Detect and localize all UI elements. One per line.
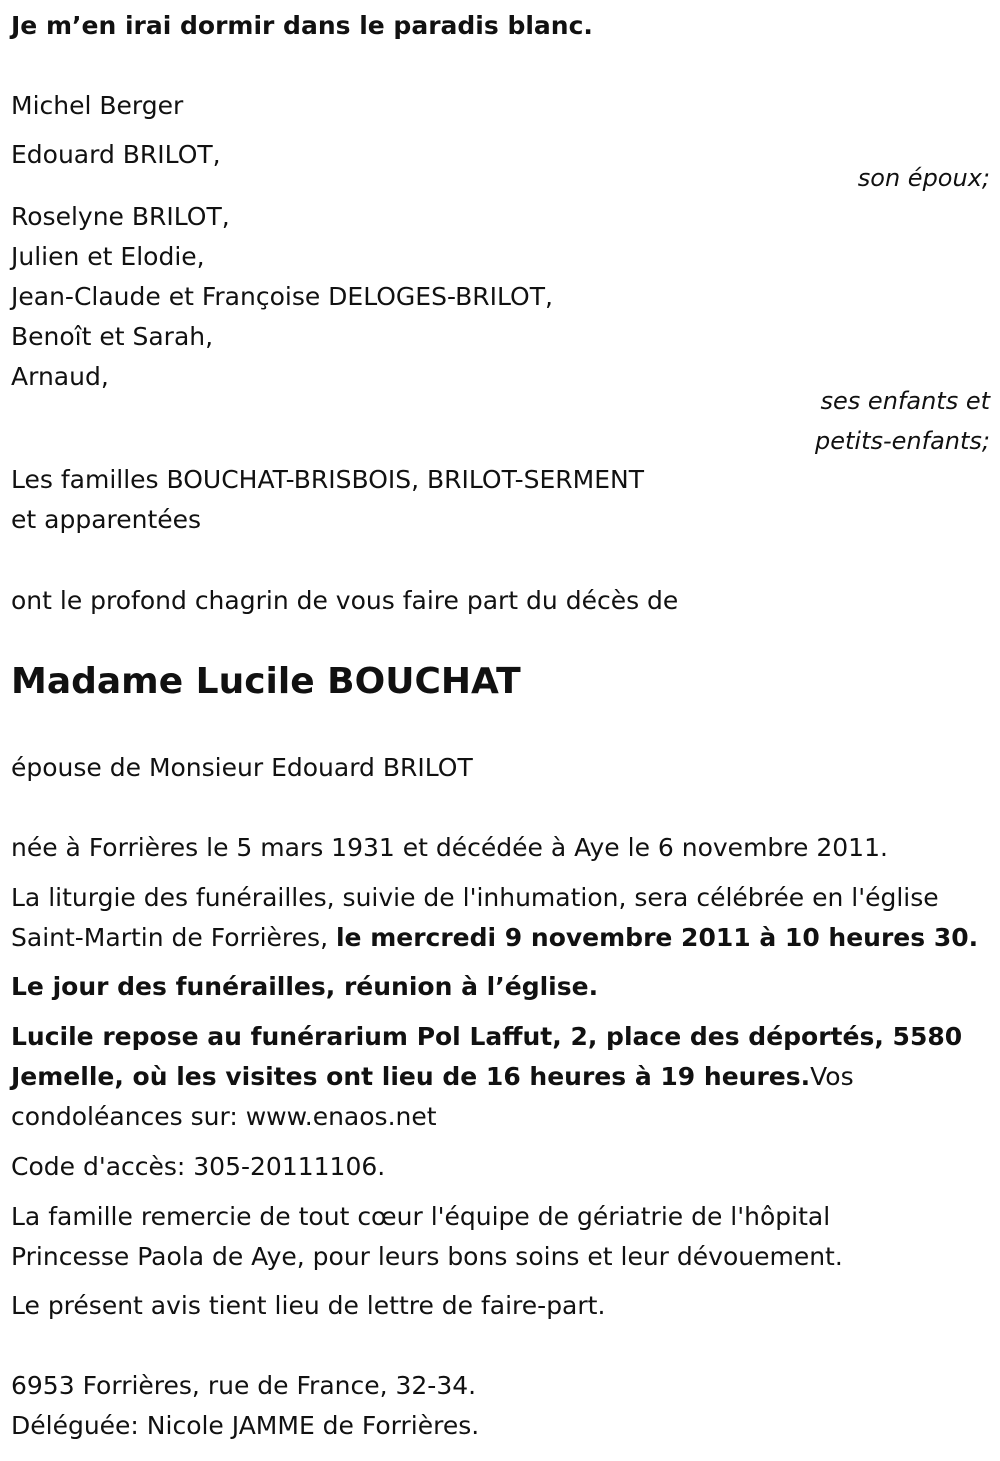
spouse-role: son époux; (857, 164, 990, 192)
thanks-line: Princesse Paola de Aye, pour leurs bons soins et leur dévouement. (11, 1242, 843, 1271)
delegate-line: Déléguée: Nicole JAMME de Forrières. (11, 1411, 480, 1440)
birth-death: née à Forrières le 5 mars 1931 et décédée à Aye le 6 novembre 2011. (11, 833, 888, 862)
child-line: Jean-Claude et Françoise DELOGES-BRILOT, (11, 282, 553, 311)
families-line: Les familles BOUCHAT-BRISBOIS, BRILOT-SERMENT (11, 465, 644, 494)
condolences-line: condoléances sur: www.enaos.net (11, 1102, 437, 1131)
children-role: petits-enfants; (815, 427, 990, 455)
child-line: Arnaud, (11, 362, 109, 391)
thanks-line: La famille remercie de tout cœur l'équipe de gériatrie de l'hôpital (11, 1202, 831, 1231)
liturgy-place: Saint-Martin de Forrières, (11, 923, 336, 952)
funerarium-line: Lucile repose au funérarium Pol Laffut, 2, place des déportés, 5580 (11, 1022, 963, 1051)
notice-line: Le présent avis tient lieu de lettre de faire-part. (11, 1291, 606, 1320)
visiting-hours: Jemelle, où les visites ont lieu de 16 heures à 19 heures. (11, 1062, 811, 1091)
spouse-name: Edouard BRILOT, (11, 140, 221, 169)
funerarium-line (11, 1061, 854, 1093)
epigraph: Je m’en irai dormir dans le paradis blanc. (11, 11, 593, 40)
child-line: Julien et Elodie, (11, 242, 205, 271)
access-code: Code d'accès: 305-20111106. (11, 1152, 386, 1181)
announcement: ont le profond chagrin de vous faire part du décès de (11, 586, 679, 615)
liturgy-date: le mercredi 9 novembre 2011 à 10 heures 30. (335, 923, 979, 952)
epigraph-author: Michel Berger (11, 91, 184, 120)
families-line: et apparentées (11, 505, 202, 534)
meeting-info: Le jour des funérailles, réunion à l’église. (11, 972, 599, 1001)
spouse-line: épouse de Monsieur Edouard BRILOT (11, 753, 473, 782)
address-line: 6953 Forrières, rue de France, 32-34. (11, 1371, 477, 1400)
liturgy-line: La liturgie des funérailles, suivie de l'inhumation, sera célébrée en l'église (11, 883, 939, 912)
condolences-lead: Vos (810, 1062, 854, 1091)
liturgy-line (11, 922, 978, 954)
child-line: Roselyne BRILOT, (11, 202, 230, 231)
deceased-name: Madame Lucile BOUCHAT (11, 661, 521, 702)
child-line: Benoît et Sarah, (11, 322, 214, 351)
children-role: ses enfants et (820, 387, 990, 415)
